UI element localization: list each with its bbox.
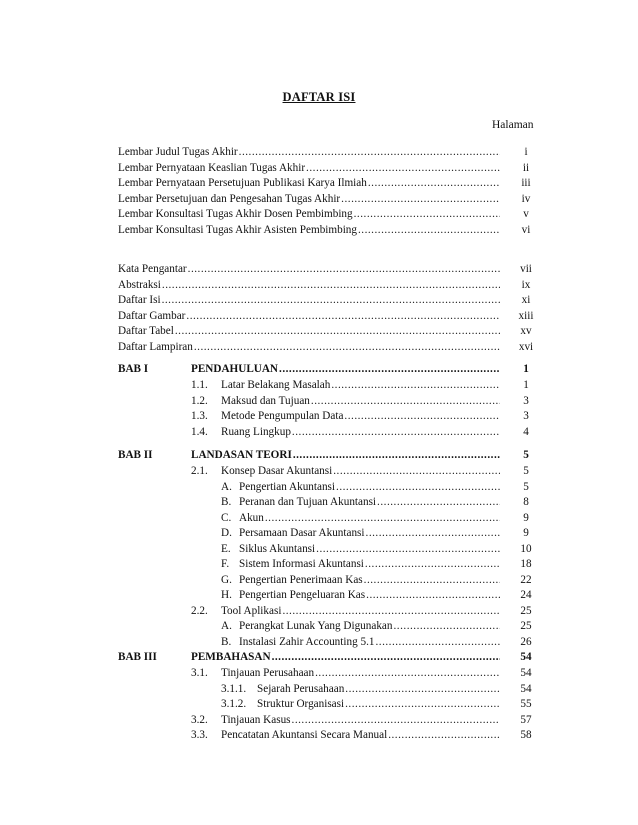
chapter-label: BAB III — [118, 651, 157, 663]
toc-entry — [118, 293, 544, 308]
toc-leader-dots — [316, 542, 500, 557]
toc-page-number: 18 — [520, 558, 532, 570]
toc-page-number: 55 — [520, 698, 532, 710]
toc-entry-number: 2.2. — [191, 604, 208, 617]
toc-entry-title: Sejarah Perusahaan — [257, 682, 345, 695]
toc-entry — [191, 728, 544, 743]
toc-leader-dots — [188, 262, 500, 277]
chapter-heading — [191, 650, 544, 665]
toc-page-number: 25 — [520, 620, 532, 632]
toc-entry-title: PENDAHULUAN — [191, 363, 279, 375]
toc-entry-number: 2.1. — [191, 465, 208, 477]
toc-entry — [118, 207, 544, 222]
toc-page-number: xv — [520, 325, 532, 338]
toc-entry-number: B. — [221, 496, 232, 508]
toc-entry-number: A. — [221, 620, 232, 632]
toc-leader-dots — [394, 619, 501, 634]
toc-entry — [118, 324, 544, 339]
toc-entry-title: Lembar Pernyataan Persetujuan Publikasi Karya Ilmiah — [118, 177, 367, 190]
toc-entry — [191, 394, 544, 409]
toc-leader-dots — [279, 362, 500, 377]
toc-entry-title: Konsep Dasar Akuntansi — [221, 465, 333, 477]
toc-entry-title: Lembar Judul Tugas Akhir — [118, 146, 238, 158]
toc-entry-title: Lembar Konsultasi Tugas Akhir Dosen Pembimbing — [118, 208, 353, 221]
toc-entry-number: A. — [221, 480, 232, 493]
toc-page-number: 3 — [523, 410, 529, 422]
toc-entry — [191, 604, 544, 619]
toc-entry-title: Tinjauan Kasus — [221, 713, 291, 726]
toc-page-number: 5 — [523, 465, 529, 477]
toc-entry-title: Lembar Persetujuan dan Pengesahan Tugas Akhir — [118, 192, 341, 205]
toc-entry-number: 1.3. — [191, 410, 208, 422]
toc-leader-dots — [311, 394, 500, 409]
toc-page-number: ii — [522, 161, 530, 174]
toc-leader-dots — [358, 223, 500, 238]
toc-leader-dots — [345, 697, 500, 712]
toc-entry — [118, 278, 544, 293]
toc-leader-dots — [375, 635, 500, 650]
toc-page-number: 5 — [523, 480, 529, 493]
toc-entry — [191, 713, 544, 728]
toc-entry-number: B. — [221, 635, 232, 648]
toc-entry-title: Maksud dan Tujuan — [221, 394, 310, 407]
toc-entry — [118, 161, 544, 176]
toc-entry-number: 3.1.1. — [221, 682, 247, 695]
toc-entry-number: C. — [221, 511, 232, 524]
toc-entry-title: Persamaan Dasar Akuntansi — [239, 527, 365, 539]
toc-page-number: 22 — [520, 573, 532, 586]
toc-entry-title: PEMBAHASAN — [191, 651, 271, 663]
toc-page-number: 3 — [523, 394, 529, 407]
chapter-label: BAB II — [118, 449, 153, 461]
toc-page-number: xvi — [518, 341, 534, 353]
toc-leader-dots — [366, 526, 500, 541]
toc-page-number: 25 — [520, 604, 532, 617]
toc-entry-title: Pencatatan Akuntansi Secara Manual — [221, 729, 388, 741]
toc-entry-number: 3.1.2. — [221, 698, 247, 710]
toc-leader-dots — [315, 666, 500, 681]
toc-page-number: xiii — [518, 309, 534, 322]
toc-entry — [118, 309, 544, 324]
toc-leader-dots — [292, 425, 500, 440]
toc-entry — [118, 192, 544, 207]
toc-leader-dots — [175, 324, 500, 339]
toc-page-number: 26 — [520, 635, 532, 648]
toc-page-number: vii — [520, 263, 532, 275]
toc-entry-title: Pengertian Akuntansi — [239, 480, 336, 493]
toc-entry-title: Daftar Gambar — [118, 309, 186, 322]
toc-subentry — [221, 635, 544, 650]
toc-entry-title: LANDASAN TEORI — [191, 449, 292, 461]
toc-leader-dots — [365, 557, 500, 572]
toc-entry-title: Metode Pengumpulan Data — [221, 410, 344, 422]
toc-entry-title: Tinjauan Perusahaan — [221, 667, 315, 679]
toc-leader-dots — [388, 728, 500, 743]
toc-leader-dots — [306, 161, 500, 176]
toc-entry-number: 1.2. — [191, 394, 208, 407]
toc-leader-dots — [333, 464, 500, 479]
toc-page-number: xi — [521, 294, 531, 307]
toc-page-number: 9 — [523, 511, 529, 524]
toc-page-number: iii — [521, 177, 531, 190]
toc-subentry — [221, 573, 544, 588]
toc-leader-dots — [341, 192, 500, 207]
toc-page-number: 1 — [523, 363, 529, 375]
toc-entry — [191, 409, 544, 424]
toc-entry-number: E. — [221, 542, 231, 555]
toc-entry — [118, 262, 544, 277]
toc-entry-title: Ruang Lingkup — [221, 425, 291, 438]
toc-entry-number: 1.1. — [191, 379, 208, 391]
toc-entry-title: Abstraksi — [118, 278, 161, 291]
toc-entry-title: Latar Belakang Masalah — [221, 379, 331, 391]
toc-leader-dots — [377, 495, 500, 510]
toc-leader-dots — [293, 448, 500, 463]
toc-entry-title: Daftar Isi — [118, 294, 161, 307]
toc-entry — [191, 425, 544, 440]
toc-leader-dots — [366, 588, 500, 603]
toc-subentry — [221, 542, 544, 557]
toc-leader-dots — [336, 480, 500, 495]
toc-leader-dots — [368, 176, 500, 191]
toc-leader-dots — [345, 682, 500, 697]
toc-subentry — [221, 480, 544, 495]
toc-entry-number: 3.1. — [191, 667, 208, 679]
toc-entry-title: Daftar Lampiran — [118, 341, 193, 353]
toc-entry-number: F. — [221, 558, 230, 570]
toc-subentry — [221, 619, 544, 634]
toc-page-number: 54 — [520, 682, 532, 695]
toc-page-number: vi — [521, 224, 531, 236]
toc-entry-title: Lembar Konsultasi Tugas Akhir Asisten Pembimbing — [118, 224, 357, 236]
toc-entry-title: Peranan dan Tujuan Akuntansi — [239, 496, 377, 508]
toc-subentry — [221, 511, 544, 526]
toc-page-number: 1 — [523, 379, 529, 391]
toc-page-number: 54 — [520, 667, 532, 679]
toc-leader-dots — [162, 278, 500, 293]
toc-page-number: 58 — [520, 729, 532, 741]
toc-entry-title: Daftar Tabel — [118, 325, 174, 338]
toc-entry — [118, 340, 544, 355]
toc-page-number: iv — [521, 192, 531, 205]
toc-leader-dots — [186, 309, 500, 324]
toc-page-number: 4 — [523, 425, 529, 438]
toc-entry-title: Akun — [239, 511, 264, 524]
toc-entry-title: Siklus Akuntansi — [239, 542, 316, 555]
toc-entry-number: G. — [221, 573, 232, 586]
toc-entry — [191, 378, 544, 393]
toc-entry — [118, 176, 544, 191]
toc-entry-title: Struktur Organisasi — [257, 698, 345, 710]
toc-entry-title: Sistem Informasi Akuntansi — [239, 558, 364, 570]
toc-entry-number: 3.2. — [191, 713, 208, 726]
toc-entry-number: 3.3. — [191, 729, 208, 741]
toc-entry-title: Pengertian Pengeluaran Kas — [239, 589, 366, 601]
toc-entry-number: D. — [221, 527, 232, 539]
toc-entry-title: Kata Pengantar — [118, 263, 187, 275]
toc-subentry — [221, 588, 544, 603]
toc-entry-number: H. — [221, 589, 232, 601]
toc-leader-dots — [282, 604, 500, 619]
toc-entry-title: Perangkat Lunak Yang Digunakan — [239, 620, 393, 632]
toc-page-number: v — [523, 208, 529, 221]
toc-page-number: 57 — [520, 713, 532, 726]
toc-leader-dots — [344, 409, 500, 424]
toc-page-number: 8 — [523, 496, 529, 508]
toc-entry — [118, 223, 544, 238]
toc-leader-dots — [162, 293, 500, 308]
toc-leader-dots — [364, 573, 500, 588]
chapter-label: BAB I — [118, 363, 149, 375]
toc-leader-dots — [194, 340, 500, 355]
toc-entry-title: Tool Aplikasi — [221, 604, 282, 617]
page-title: DAFTAR ISI — [282, 90, 356, 104]
toc-entry-title: Lembar Pernyataan Keaslian Tugas Akhir — [118, 161, 306, 174]
chapter-heading — [191, 362, 544, 377]
toc-entry — [118, 145, 544, 160]
toc-leader-dots — [239, 145, 500, 160]
toc-leader-dots — [292, 713, 500, 728]
toc-leader-dots — [272, 650, 500, 665]
toc-leader-dots — [354, 207, 500, 222]
toc-page-number: ix — [521, 278, 531, 291]
toc-page-number: 5 — [523, 449, 529, 461]
toc-entry-number: 1.4. — [191, 425, 208, 438]
toc-subentry — [221, 495, 544, 510]
toc-subentry — [221, 682, 544, 697]
toc-page-number: 54 — [520, 651, 532, 663]
toc-subentry — [221, 526, 544, 541]
toc-entry — [191, 464, 544, 479]
toc-entry-title: Pengertian Penerimaan Kas — [239, 573, 363, 586]
toc-leader-dots — [265, 511, 500, 526]
toc-subentry — [221, 557, 544, 572]
chapter-heading — [191, 448, 544, 463]
toc-subentry — [221, 697, 544, 712]
toc-page-number: 24 — [520, 589, 532, 601]
toc-entry — [191, 666, 544, 681]
toc-leader-dots — [331, 378, 500, 393]
toc-page-number: i — [524, 146, 528, 158]
toc-page-number: 10 — [520, 542, 532, 555]
toc-entry-title: Instalasi Zahir Accounting 5.1 — [239, 635, 375, 648]
toc-page-number: 9 — [523, 527, 529, 539]
halaman-label: Halaman — [492, 119, 534, 131]
